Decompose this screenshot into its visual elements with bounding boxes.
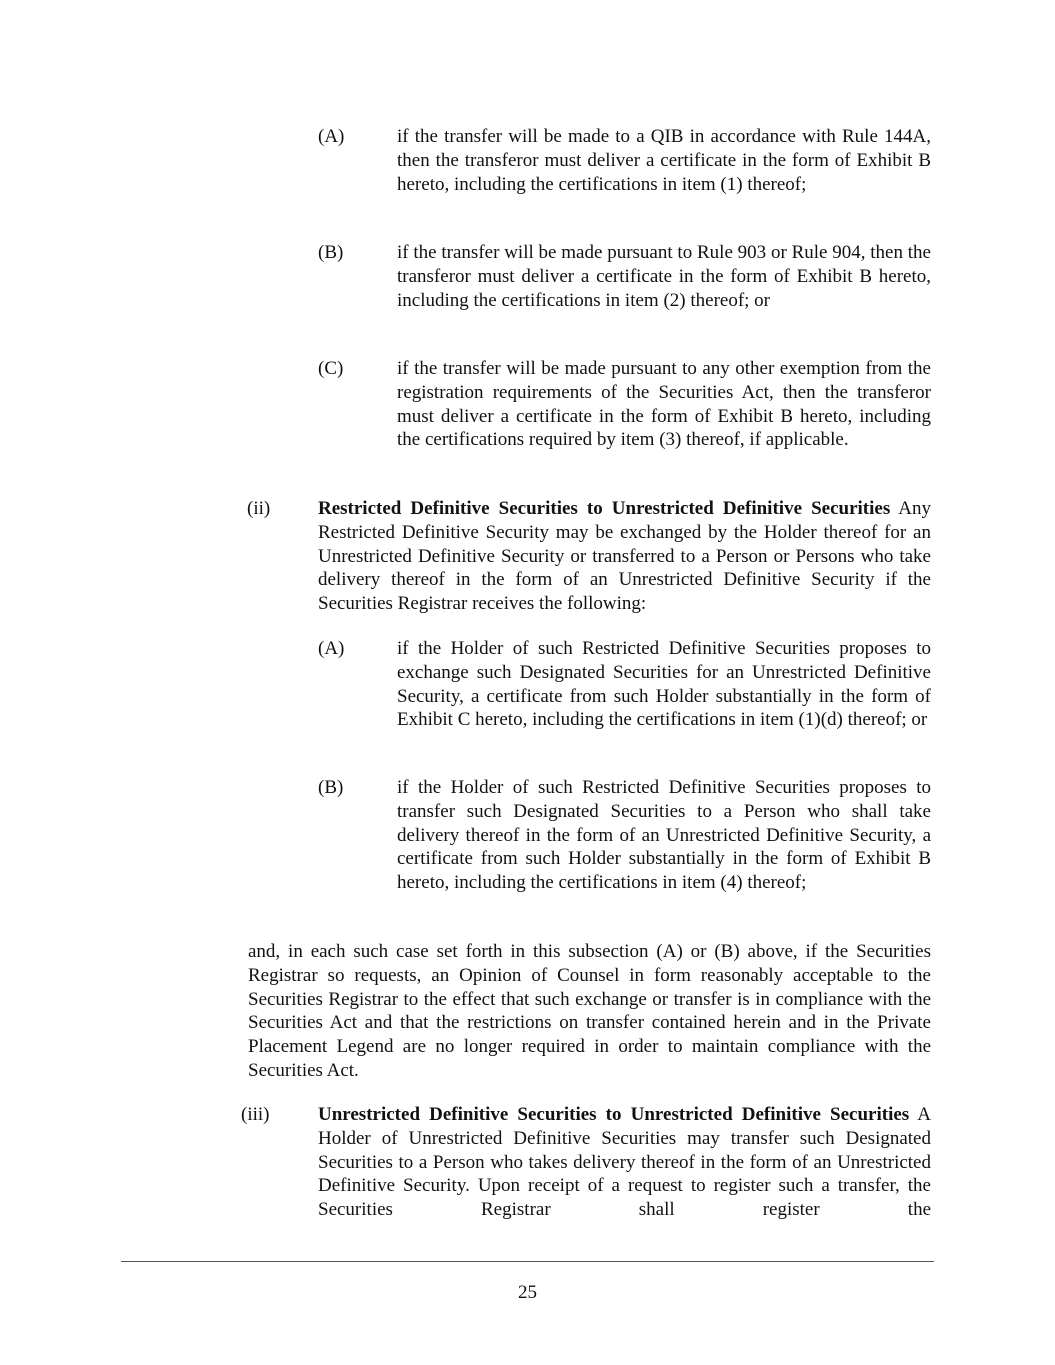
clause-label: (B) <box>318 242 344 263</box>
section-body <box>318 1103 931 1222</box>
clause-label: (B) <box>318 777 344 798</box>
section-ii-closing-paragraph: and, in each such case set forth in this subsection (A) or (B) above, if the Securities Registrar so requests, an Opinion of Counsel in form reasonably acceptable to the Securities Registrar to the effect that such exchange or transfer is in compliance with the Securities Act and that the restrictions on transfer contained herein and in the Private Placement Legend are no longer required in order to maintain compliance with the Securities Act. <box>248 941 931 1081</box>
clause-label: (A) <box>318 638 345 659</box>
clause-text: if the transfer will be made to a QIB in accordance with Rule 144A, then the transferor must deliver a certificate in the form of Exhibit B hereto, including the certifications in item (1) thereof; <box>397 126 931 195</box>
footer-rule <box>121 1261 934 1262</box>
clause-label: (A) <box>318 126 345 147</box>
clause-label: (C) <box>318 358 344 379</box>
section-text: Any Restricted Definitive Security may be exchanged by the Holder thereof for an Unrestricted Definitive Security or transferred to a Person or Persons who take delivery thereof in the form of an Unrestricted Definitive Security if the Securities Registrar receives the following: <box>318 498 931 615</box>
clause-text: if the Holder of such Restricted Definitive Securities proposes to transfer such Designated Securities to a Person who shall take delivery thereof in the form of an Unrestricted Definitive Security, a certificate from such Holder substantially in the form of Exhibit B hereto, including the certifications in item (4) thereof; <box>397 777 931 894</box>
section-heading: Restricted Definitive Securities to Unrestricted Definitive Securities <box>318 498 891 519</box>
section-text: A Holder of Unrestricted Definitive Securities may transfer such Designated Securities to a Person who takes delivery thereof in the form of an Unrestricted Definitive Security. Upon receipt of a request to register such a transfer, the Securities Registrar shall register the <box>318 1104 932 1221</box>
page-number: 25 <box>518 1282 537 1303</box>
section-label: (ii) <box>247 498 271 519</box>
section-body <box>318 497 931 616</box>
clause-text: if the Holder of such Restricted Definitive Securities proposes to exchange such Designated Securities for an Unrestricted Definitive Security, a certificate from such Holder substantially in the form of Exhibit C hereto, including the certifications in item (1)(d) thereof; or <box>397 638 931 731</box>
section-label: (iii) <box>241 1104 270 1125</box>
section-heading: Unrestricted Definitive Securities to Unrestricted Definitive Securities <box>318 1104 910 1125</box>
clause-text: if the transfer will be made pursuant to Rule 903 or Rule 904, then the transferor must deliver a certificate in the form of Exhibit B hereto, including the certifications in item (2) thereof; or <box>397 242 931 311</box>
clause-text: if the transfer will be made pursuant to any other exemption from the registration requirements of the Securities Act, then the transferor must deliver a certificate in the form of Exhibit B hereto, including the certifications required by item (3) thereof, if applicable. <box>397 358 931 451</box>
